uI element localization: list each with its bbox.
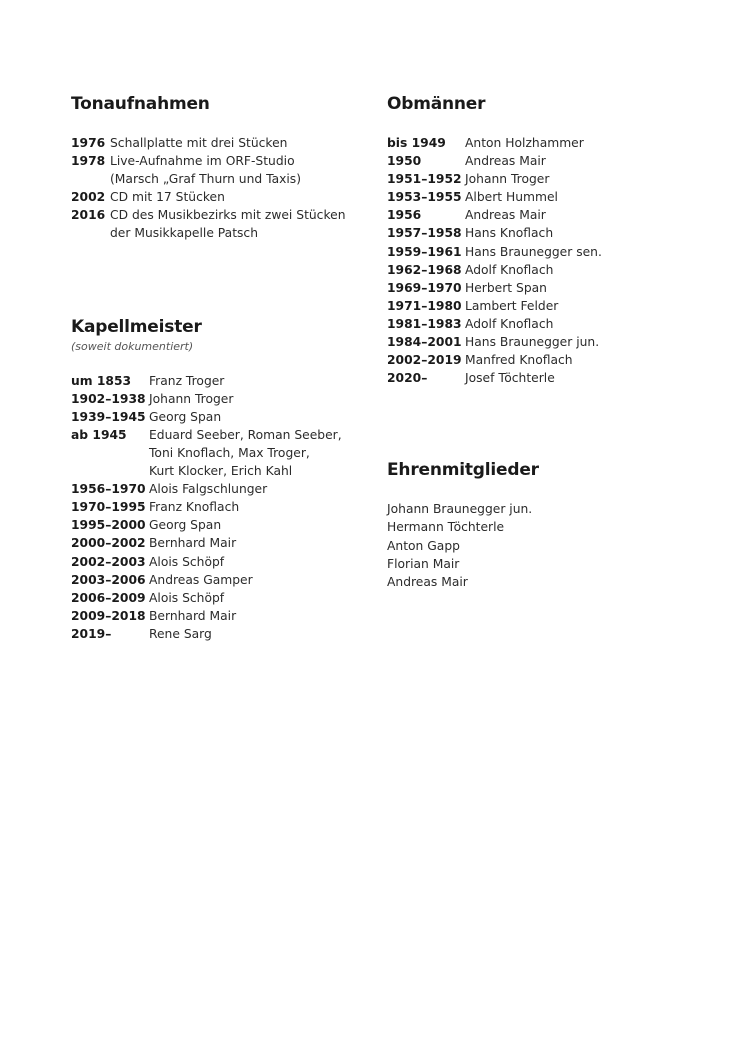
list-item — [71, 134, 371, 152]
list-item — [71, 571, 371, 589]
list-item — [71, 224, 371, 242]
obmaenner-heading: Obmänner — [387, 94, 486, 114]
entry-period: 1951–1952 — [387, 172, 462, 187]
entry-text: Live-Aufnahme im ORF-Studio — [110, 154, 295, 169]
entry-period: 1976 — [71, 136, 106, 150]
entry-text: Albert Hummel — [465, 190, 558, 205]
entry-text: Herbert Span — [465, 280, 547, 295]
entry-period: 2016 — [71, 208, 106, 223]
kapellmeister-section — [71, 315, 371, 643]
list-item — [71, 408, 371, 426]
list-item — [71, 480, 371, 498]
entry-text: Bernhard Mair — [149, 608, 237, 623]
entry-text: Alois Falgschlunger — [149, 482, 268, 497]
tonaufnahmen-heading: Tonaufnahmen — [71, 94, 210, 114]
entry-text: der Musikkapelle Patsch — [110, 226, 258, 241]
entry-text: Manfred Knoflach — [465, 353, 573, 368]
list-item — [71, 516, 371, 534]
tonaufnahmen-section — [71, 92, 371, 243]
entry-text: Hans Braunegger sen. — [465, 244, 602, 259]
list-item — [387, 224, 687, 242]
kapellmeister-list — [71, 372, 371, 643]
entry-period: 1959–1961 — [387, 244, 462, 259]
entry-text: Johann Troger — [465, 172, 550, 187]
tonaufnahmen-list — [71, 134, 371, 243]
entry-period: 1962–1968 — [387, 262, 462, 277]
entry-text: Andreas Gamper — [149, 572, 253, 587]
entry-period: 1978 — [71, 154, 106, 169]
entry-period: bis 1949 — [387, 136, 446, 150]
list-item — [387, 134, 687, 152]
list-item — [71, 390, 371, 408]
list-item — [71, 625, 371, 643]
list-item — [387, 333, 687, 351]
entry-text: Georg Span — [149, 409, 222, 424]
entry-period: ab 1945 — [71, 427, 127, 442]
list-item — [71, 589, 371, 607]
list-item — [387, 206, 687, 224]
entry-period: 1957–1958 — [387, 226, 462, 241]
member-name: Hermann Töchterle — [387, 520, 505, 535]
entry-text: Andreas Mair — [465, 208, 546, 223]
entry-text: Anton Holzhammer — [465, 136, 584, 150]
obmaenner-list — [387, 134, 687, 387]
entry-text: Alois Schöpf — [149, 554, 225, 569]
list-item — [387, 351, 687, 369]
ehrenmitglieder-heading: Ehrenmitglieder — [387, 460, 539, 481]
list-item — [71, 553, 371, 571]
obmaenner-section — [387, 92, 687, 387]
entry-text: Toni Knoflach, Max Troger, — [149, 445, 310, 460]
ehrenmitglieder-list — [387, 500, 687, 590]
entry-text: Johann Troger — [149, 391, 234, 406]
entry-period: 1971–1980 — [387, 298, 462, 313]
entry-period-spacer — [71, 170, 110, 188]
entry-text: Alois Schöpf — [149, 590, 225, 605]
entry-text: Kurt Klocker, Erich Kahl — [149, 464, 293, 479]
entry-text: Georg Span — [149, 518, 222, 533]
entry-period: 1995–2000 — [71, 518, 146, 533]
entry-text: Franz Knoflach — [149, 500, 240, 515]
entry-period: 1969–1970 — [387, 280, 462, 295]
entry-period: 2020– — [387, 371, 428, 386]
entry-text: (Marsch „Graf Thurn und Taxis) — [110, 172, 302, 187]
entry-text: Rene Sarg — [149, 626, 212, 641]
entry-period: um 1853 — [71, 373, 132, 388]
entry-period: 1953–1955 — [387, 190, 462, 205]
entry-text: Hans Knoflach — [465, 226, 554, 241]
entry-period: 2006–2009 — [71, 590, 146, 605]
right-column — [387, 92, 687, 591]
entry-text: Andreas Mair — [465, 154, 546, 169]
entry-text: Adolf Knoflach — [465, 262, 554, 277]
entry-period-spacer — [71, 224, 110, 242]
entry-text: Eduard Seeber, Roman Seeber, — [149, 427, 342, 442]
list-item — [71, 170, 371, 188]
list-item — [71, 498, 371, 516]
list-item — [387, 243, 687, 261]
list-item — [387, 315, 687, 333]
entry-text: CD mit 17 Stücken — [110, 190, 225, 205]
list-item — [71, 462, 371, 480]
entry-text: Schallplatte mit drei Stücken — [110, 136, 288, 150]
entry-text: Lambert Felder — [465, 298, 559, 313]
entry-period: 1902–1938 — [71, 391, 146, 406]
list-item — [71, 372, 371, 390]
entry-period: 1939–1945 — [71, 409, 146, 424]
list-item — [71, 426, 371, 444]
member-name: Anton Gapp — [387, 538, 460, 553]
list-item — [387, 152, 687, 170]
entry-period: 1956–1970 — [71, 482, 146, 497]
entry-period: 2009–2018 — [71, 608, 146, 623]
entry-period: 2003–2006 — [71, 572, 146, 587]
list-item — [387, 369, 687, 387]
entry-text: Adolf Knoflach — [465, 316, 554, 331]
entry-text: Bernhard Mair — [149, 536, 237, 551]
entry-period: 1956 — [387, 208, 422, 223]
entry-period-spacer — [71, 462, 149, 480]
entry-period: 1970–1995 — [71, 500, 146, 515]
ehrenmitglieder-section — [387, 458, 687, 590]
entry-text: Josef Töchterle — [465, 371, 555, 386]
list-item — [71, 444, 371, 462]
list-item — [387, 279, 687, 297]
list-item — [71, 206, 371, 224]
list-item — [387, 188, 687, 206]
entry-period: 1950 — [387, 154, 422, 169]
entry-period: 1981–1983 — [387, 316, 462, 331]
entry-period-spacer — [71, 444, 149, 462]
list-item — [387, 297, 687, 315]
entry-period: 2019– — [71, 626, 112, 641]
entry-period: 2002 — [71, 190, 106, 205]
list-item — [71, 534, 371, 552]
entry-period: 1984–2001 — [387, 335, 462, 350]
list-item — [71, 607, 371, 625]
entry-period: 2002–2003 — [71, 554, 146, 569]
left-column — [71, 92, 371, 643]
entry-period: 2002–2019 — [387, 353, 462, 368]
list-item — [387, 170, 687, 188]
entry-text: CD des Musikbezirks mit zwei Stücken — [110, 208, 346, 223]
list-item — [387, 261, 687, 279]
entry-text: Franz Troger — [149, 373, 225, 388]
list-item — [71, 152, 371, 170]
member-name: Andreas Mair — [387, 574, 468, 589]
kapellmeister-subtitle: (soweit dokumentiert) — [71, 339, 194, 353]
entry-text: Hans Braunegger jun. — [465, 335, 600, 350]
member-name: Florian Mair — [387, 556, 460, 571]
member-name: Johann Braunegger jun. — [387, 502, 533, 517]
kapellmeister-heading: Kapellmeister — [71, 316, 202, 337]
entry-period: 2000–2002 — [71, 536, 146, 551]
list-item — [71, 188, 371, 206]
